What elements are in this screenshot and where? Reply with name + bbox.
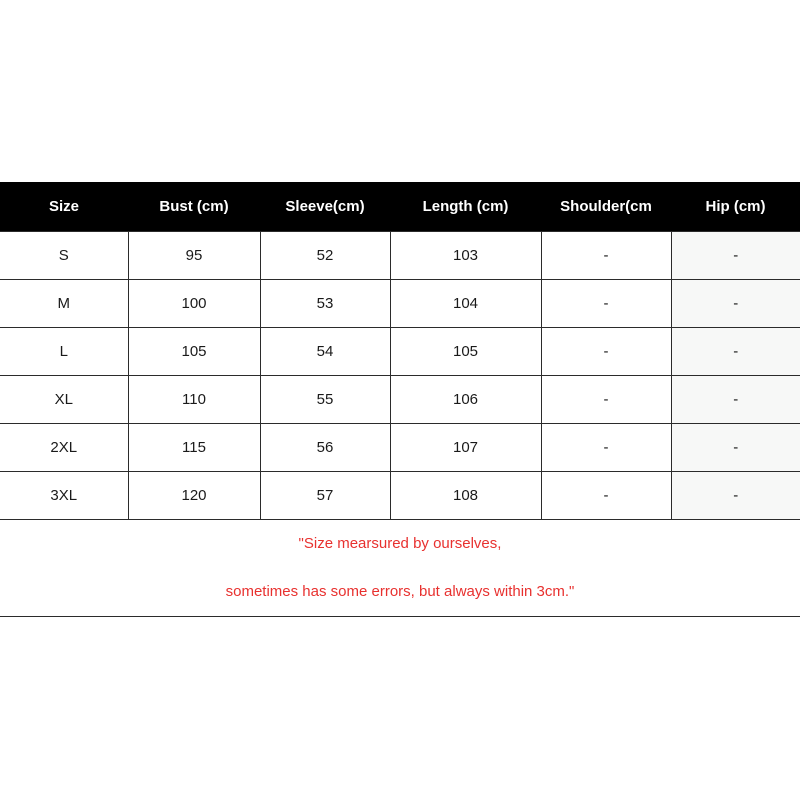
column-header-hip: Hip (cm) bbox=[671, 182, 800, 232]
cell-sleeve: 52 bbox=[260, 232, 390, 280]
cell-hip: - bbox=[671, 424, 800, 472]
cell-length: 107 bbox=[390, 424, 541, 472]
cell-length: 106 bbox=[390, 376, 541, 424]
table-row bbox=[0, 232, 800, 280]
cell-size: 3XL bbox=[0, 472, 128, 520]
cell-bust: 100 bbox=[128, 280, 260, 328]
cell-length: 105 bbox=[390, 328, 541, 376]
cell-bust: 110 bbox=[128, 376, 260, 424]
cell-shoulder: - bbox=[541, 328, 671, 376]
size-chart-table bbox=[0, 182, 800, 617]
cell-hip: - bbox=[671, 280, 800, 328]
table-row bbox=[0, 328, 800, 376]
cell-sleeve: 53 bbox=[260, 280, 390, 328]
cell-sleeve: 57 bbox=[260, 472, 390, 520]
column-header-sleeve: Sleeve(cm) bbox=[260, 182, 390, 232]
column-header-length: Length (cm) bbox=[390, 182, 541, 232]
table-row bbox=[0, 472, 800, 520]
cell-hip: - bbox=[671, 328, 800, 376]
measurement-note bbox=[0, 520, 800, 617]
table-row bbox=[0, 376, 800, 424]
cell-length: 108 bbox=[390, 472, 541, 520]
table-row bbox=[0, 280, 800, 328]
header-row bbox=[0, 182, 800, 232]
cell-shoulder: - bbox=[541, 376, 671, 424]
column-header-shoulder: Shoulder(cm bbox=[541, 182, 671, 232]
note-line-2: sometimes has some errors, but always within 3cm." bbox=[225, 583, 575, 600]
cell-bust: 95 bbox=[128, 232, 260, 280]
cell-sleeve: 56 bbox=[260, 424, 390, 472]
cell-bust: 115 bbox=[128, 424, 260, 472]
cell-size: L bbox=[0, 328, 128, 376]
cell-hip: - bbox=[671, 472, 800, 520]
cell-hip: - bbox=[671, 376, 800, 424]
column-header-size: Size bbox=[0, 182, 128, 232]
cell-length: 104 bbox=[390, 280, 541, 328]
column-header-bust: Bust (cm) bbox=[128, 182, 260, 232]
cell-size: M bbox=[0, 280, 128, 328]
cell-length: 103 bbox=[390, 232, 541, 280]
cell-shoulder: - bbox=[541, 232, 671, 280]
measurement-note-row bbox=[0, 520, 800, 617]
cell-shoulder: - bbox=[541, 424, 671, 472]
table-row bbox=[0, 424, 800, 472]
cell-bust: 120 bbox=[128, 472, 260, 520]
cell-shoulder: - bbox=[541, 472, 671, 520]
cell-size: S bbox=[0, 232, 128, 280]
cell-sleeve: 54 bbox=[260, 328, 390, 376]
cell-size: 2XL bbox=[0, 424, 128, 472]
cell-sleeve: 55 bbox=[260, 376, 390, 424]
note-line-1: "Size mearsured by ourselves, bbox=[298, 535, 502, 552]
cell-size: XL bbox=[0, 376, 128, 424]
cell-shoulder: - bbox=[541, 280, 671, 328]
cell-hip: - bbox=[671, 232, 800, 280]
cell-bust: 105 bbox=[128, 328, 260, 376]
